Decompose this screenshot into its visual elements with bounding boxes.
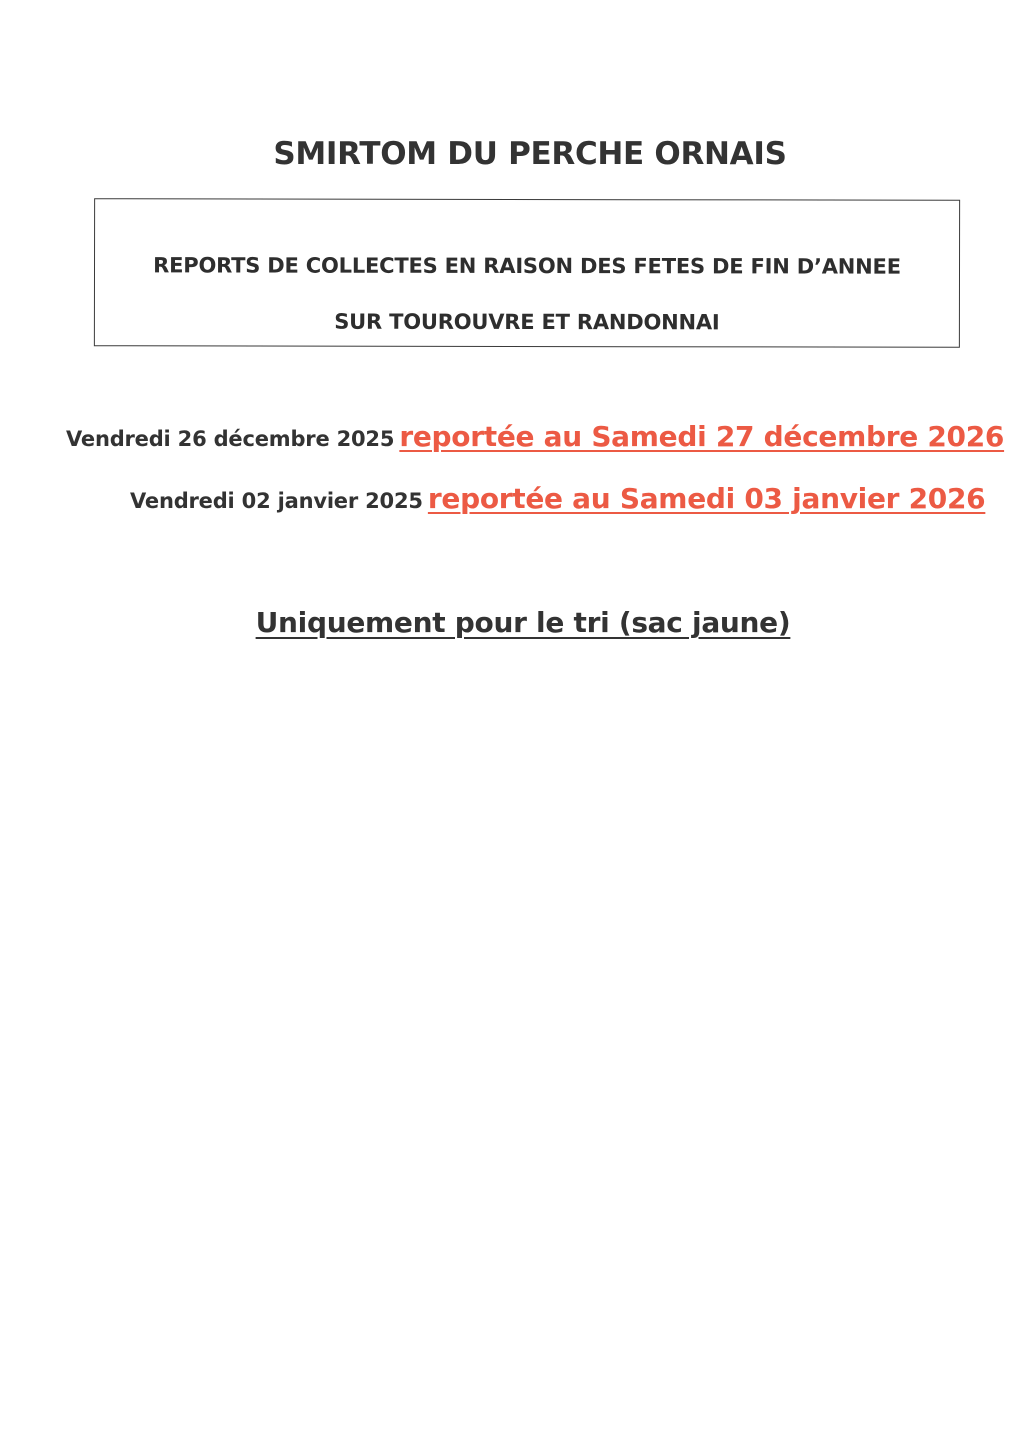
new-date: reportée au Samedi 03 janvier 2026 <box>427 482 986 515</box>
notice-line-1: REPORTS DE COLLECTES EN RAISON DES FETES DE FIN D’ANNEE <box>153 253 901 279</box>
original-date: Vendredi 02 janvier 2025 <box>130 489 423 513</box>
new-date: reportée au Samedi 27 décembre 2026 <box>399 420 1005 453</box>
notice-box <box>94 198 960 348</box>
original-date: Vendredi 26 décembre 2025 <box>66 427 395 451</box>
notice-line-2: SUR TOUROUVRE ET RANDONNAI <box>334 309 720 335</box>
footnote: Uniquement pour le tri (sac jaune) <box>255 606 791 639</box>
reschedule-row <box>66 420 1004 453</box>
document-title: SMIRTOM DU PERCHE ORNAIS <box>273 136 787 172</box>
reschedule-row <box>130 482 985 515</box>
